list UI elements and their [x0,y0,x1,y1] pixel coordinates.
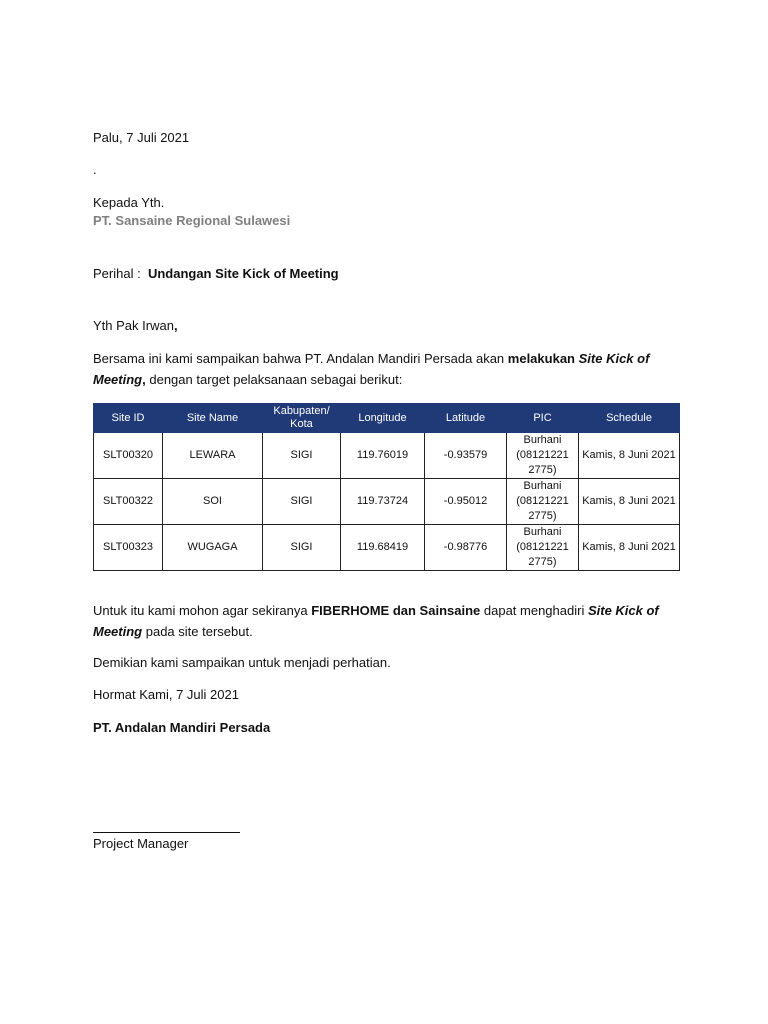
intro-text-3: Site Kick of Meeting [93,351,650,387]
col-header-latitude: Latitude [425,404,507,433]
col-header-site-id: Site ID [94,404,163,433]
request-text-4: Site Kick of Meeting [93,603,659,639]
request-text-5: pada site tersebut. [142,624,253,639]
request-text-2: FIBERHOME dan Sainsaine [311,603,481,618]
subject-line [93,265,339,283]
table-row [94,433,680,479]
greeting-text: Yth Pak Irwan [93,318,174,333]
cell-kota: SIGI [263,479,341,525]
cell-latitude: -0.98776 [425,525,507,571]
closing-regards: Hormat Kami, 7 Juli 2021 [93,687,239,702]
cell-schedule: Kamis, 8 Juni 2021 [579,525,680,571]
col-header-longitude: Longitude [341,404,425,433]
subject-title: Undangan Site Kick of Meeting [147,266,339,281]
intro-text-4: dengan target pelaksanaan sebagai berikut: [145,372,403,387]
cell-site-name: WUGAGA [163,525,263,571]
place-date: Palu, 7 Juli 2021 [93,130,190,145]
cell-site-name: SOI [163,479,263,525]
intro-text-1: Bersama ini kami sampaikan bahwa PT. Andalan Mandiri Persada akan [93,351,508,366]
cell-site-id: SLT00323 [94,525,163,571]
intro-paragraph [93,348,679,390]
cell-pic: Burhani (08121221 2775) [507,525,579,571]
subject-label: Perihal : [93,266,141,281]
greeting-comma: , [173,318,178,333]
table-row [94,479,680,525]
request-text-3: dapat menghadiri [480,603,588,618]
intro-comma: , [142,372,146,387]
cell-schedule: Kamis, 8 Juni 2021 [579,433,680,479]
col-header-kota: Kabupaten/ Kota [263,404,341,433]
dot-line: . [93,162,97,177]
request-paragraph [93,600,679,642]
cell-site-id: SLT00320 [94,433,163,479]
cell-longitude: 119.73724 [341,479,425,525]
cell-pic: Burhani (08121221 2775) [507,433,579,479]
cell-longitude: 119.76019 [341,433,425,479]
site-table [93,403,680,571]
cell-kota: SIGI [263,525,341,571]
cell-pic: Burhani (08121221 2775) [507,479,579,525]
table-header-row [94,404,680,433]
cell-schedule: Kamis, 8 Juni 2021 [579,479,680,525]
cell-kota: SIGI [263,433,341,479]
closing-remark: Demikian kami sampaikan untuk menjadi perhatian. [93,655,391,670]
greeting [93,317,178,335]
col-header-pic: PIC [507,404,579,433]
table-row [94,525,680,571]
intro-text-2: melakukan [507,351,579,366]
signature-line [93,832,240,833]
cell-latitude: -0.93579 [425,433,507,479]
to-label: Kepada Yth. [93,195,165,210]
cell-longitude: 119.68419 [341,525,425,571]
col-header-schedule: Schedule [579,404,680,433]
closing-company: PT. Andalan Mandiri Persada [93,720,271,735]
cell-site-id: SLT00322 [94,479,163,525]
request-text-1: Untuk itu kami mohon agar sekiranya [93,603,312,618]
col-header-site-name: Site Name [163,404,263,433]
cell-latitude: -0.95012 [425,479,507,525]
signer-title: Project Manager [93,836,189,851]
recipient: PT. Sansaine Regional Sulawesi [93,213,291,228]
cell-site-name: LEWARA [163,433,263,479]
